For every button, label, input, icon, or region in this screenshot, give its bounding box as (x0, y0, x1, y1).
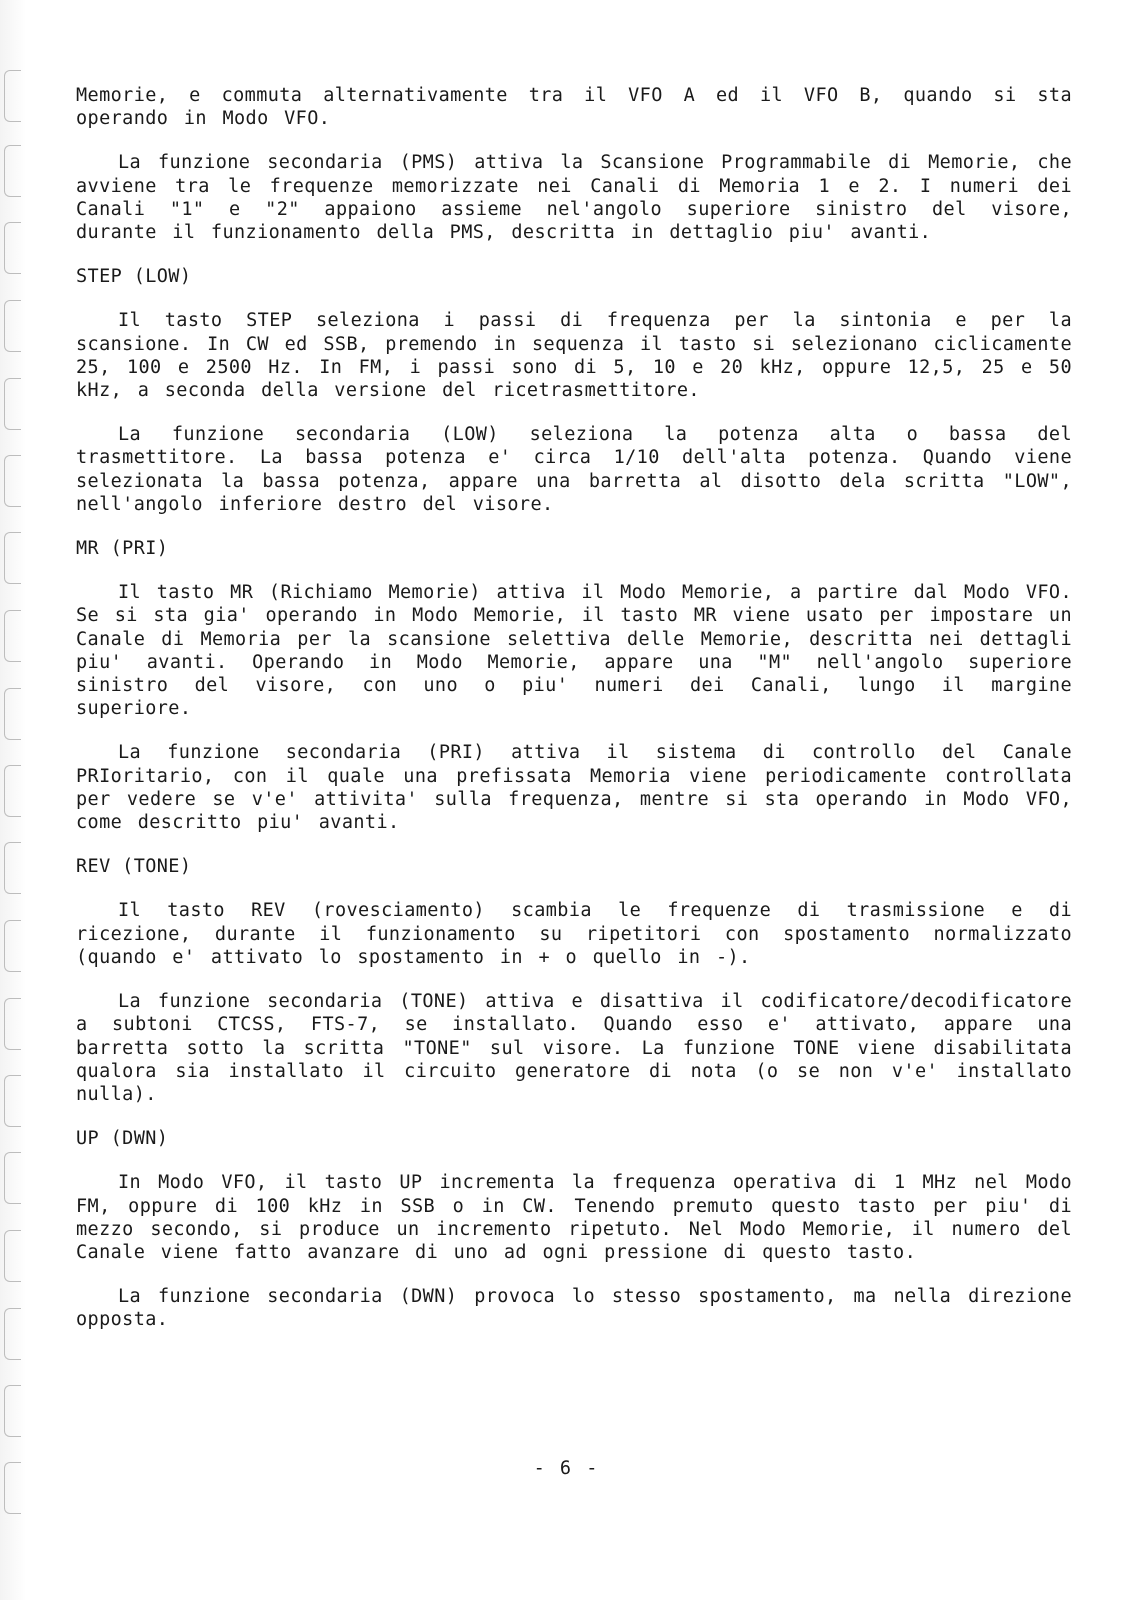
binding-ring (4, 842, 21, 894)
binding-ring (4, 70, 21, 122)
binding-ring (4, 145, 21, 197)
binding-ring (4, 1385, 21, 1437)
paragraph: In Modo VFO, il tasto UP incrementa la frequenza operativa di 1 MHz nel Modo FM, oppure di 100 kHz in SSB o in CW. Tenendo premuto questo tasto per piu' di mezzo secondo, si produce un incremento ripetuto. Nel Modo Memorie, il numero del Canale viene fatto avanzare di uno ad ogni pressione di questo tasto. (76, 1172, 1072, 1263)
binding-ring (4, 455, 21, 507)
section-heading: STEP (LOW) (76, 266, 192, 288)
binding-ring (4, 378, 21, 430)
binding-ring (4, 532, 21, 584)
binding-ring (4, 1308, 21, 1360)
paragraph: La funzione secondaria (PRI) attiva il sistema di controllo del Canale PRIoritario, con il quale una prefissata Memoria viene periodicamente controllata per vedere se v'e' attivita' sulla frequenza, mentre si sta operando in Modo VFO, come descritto piu' avanti. (76, 742, 1072, 834)
page-number: - 6 - (533, 1458, 600, 1479)
page-content (76, 84, 1072, 1353)
paragraph: La funzione secondaria (PMS) attiva la Scansione Programmabile di Memorie, che avviene tra le frequenze memorizzate nei Canali di Memoria 1 e 2. I numeri dei Canali "1" e "2" appaiono assieme nel'angolo superiore sinistro del visore, durante il funzionamento della PMS, descritta in dettaglio piu' avanti. (76, 152, 1072, 244)
paragraph: Il tasto STEP seleziona i passi di frequenza per la sintonia e per la scansione. In CW ed SSB, premendo in sequenza il tasto si selezionano ciclicamente 25, 100 e 2500 Hz. In FM, i passi sono di 5, 10 e 20 kHz, oppure 12,5, 25 e 50 kHz, a seconda della versione del ricetrasmettitore. (76, 310, 1072, 402)
binding-margin (0, 0, 26, 1600)
binding-ring (4, 1075, 21, 1127)
paragraph: Il tasto MR (Richiamo Memorie) attiva il Modo Memorie, a partire dal Modo VFO. Se si sta gia' operando in Modo Memorie, il tasto MR viene usato per impostare un Canale di Memoria per la scansione selettiva delle Memorie, descritta nei dettagli piu' avanti. Operando in Modo Memorie, appare una "M" nell'angolo superiore sinistro del visore, con uno o piu' numeri dei Canali, lungo il margine superiore. (76, 582, 1072, 720)
section-heading: REV (TONE) (76, 856, 192, 878)
binding-ring (4, 1152, 21, 1204)
paragraph: La funzione secondaria (LOW) seleziona la potenza alta o bassa del trasmettitore. La bassa potenza e' circa 1/10 dell'alta potenza. Quando viene selezionata la bassa potenza, appare una barretta al disotto dela scritta "LOW", nell'angolo inferiore destro del visore. (76, 424, 1072, 515)
binding-ring (4, 688, 21, 740)
section-heading: UP (DWN) (76, 1128, 169, 1150)
binding-ring (4, 920, 21, 972)
paragraph: La funzione secondaria (DWN) provoca lo stesso spostamento, ma nella direzione opposta. (76, 1286, 1072, 1331)
paragraph: La funzione secondaria (TONE) attiva e disattiva il codificatore/decodificatore a subtoni CTCSS, FTS-7, se installato. Quando esso e' attivato, appare una barretta sotto la scritta "TONE" sul visore. La funzione TONE viene disabilitata qualora sia installato il circuito generatore di nota (o se non v'e' installato nulla). (76, 991, 1072, 1105)
binding-ring (4, 610, 21, 662)
section-heading: MR (PRI) (76, 538, 169, 560)
binding-ring (4, 998, 21, 1050)
paragraph: Memorie, e commuta alternativamente tra il VFO A ed il VFO B, quando si sta operando in Modo VFO. (76, 85, 1072, 130)
binding-ring (4, 222, 21, 274)
binding-ring (4, 1230, 21, 1282)
binding-ring (4, 765, 21, 817)
binding-ring (4, 300, 21, 352)
paragraph: Il tasto REV (rovesciamento) scambia le frequenze di trasmissione e di ricezione, durante il funzionamento su ripetitori con spostamento normalizzato (quando e' attivato lo spostamento in + o quello in -). (76, 900, 1072, 968)
